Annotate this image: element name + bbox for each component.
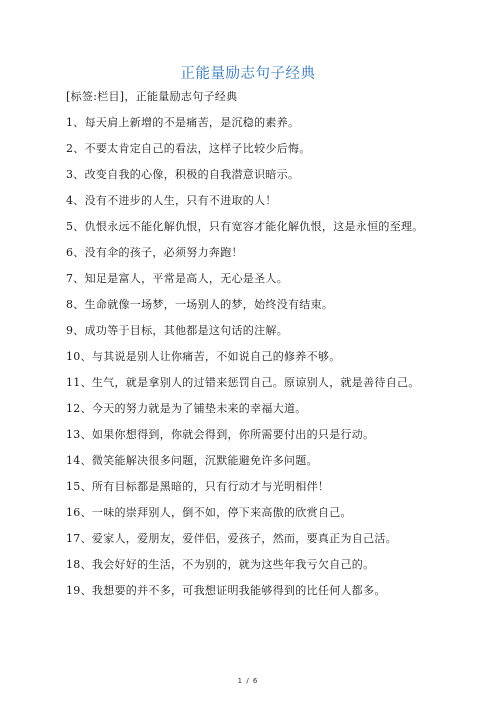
quote-item-1: 1、每天肩上新增的不是痛苦，是沉稳的素养。 <box>66 116 300 129</box>
quote-item-3: 3、改变自我的心像，积极的自我潜意识暗示。 <box>66 168 300 181</box>
intro-line: [标签:栏目]，正能量励志句子经典 <box>66 90 238 103</box>
quote-item-2: 2、不要太肯定自己的看法，这样子比较少后悔。 <box>66 142 311 155</box>
page-indicator: 1 / 6 <box>237 677 259 685</box>
quote-item-6: 6、没有伞的孩子，必须努力奔跑！ <box>66 246 243 259</box>
quote-item-18: 18、我会好好的生活，不为别的，就为这些年我亏欠自己的。 <box>66 558 375 571</box>
document-title: 正能量励志句子经典 <box>180 66 316 82</box>
quote-item-13: 13、如果你想得到，你就会得到，你所需要付出的只是行动。 <box>66 428 375 441</box>
quote-item-8: 8、生命就像一场梦，一场别人的梦，始终没有结束。 <box>66 298 334 311</box>
quote-item-4: 4、没有不进步的人生，只有不进取的人！ <box>66 194 277 207</box>
quote-item-7: 7、知足是富人，平常是高人，无心是圣人。 <box>66 272 288 285</box>
quote-item-10: 10、与其说是别人让你痛苦，不如说自己的修养不够。 <box>66 350 341 363</box>
quote-item-5: 5、仇恨永远不能化解仇恨，只有宽容才能化解仇恨，这是永恒的至理。 <box>66 220 424 233</box>
quote-item-19: 19、我想要的并不多，可我想证明我能够得到的比任何人都多。 <box>66 584 386 597</box>
quote-item-16: 16、一味的崇拜别人，倒不如，停下来高傲的欣赏自己。 <box>66 506 352 519</box>
quote-item-11: 11、生气，就是拿别人的过错来惩罚自己。原谅别人，就是善待自己。 <box>66 376 420 389</box>
quote-item-15: 15、所有目标都是黑暗的，只有行动才与光明相伴！ <box>66 480 330 493</box>
quote-item-12: 12、今天的努力就是为了铺垫未来的幸福大道。 <box>66 402 307 415</box>
document-body <box>66 90 486 610</box>
quote-item-9: 9、成功等于目标，其他都是这句话的注解。 <box>66 324 288 337</box>
quote-item-17: 17、爱家人，爱朋友，爱伴侣，爱孩子，然而，要真正为自己活。 <box>66 532 397 545</box>
quote-item-14: 14、微笑能解决很多问题，沉默能避免许多问题。 <box>66 454 318 467</box>
